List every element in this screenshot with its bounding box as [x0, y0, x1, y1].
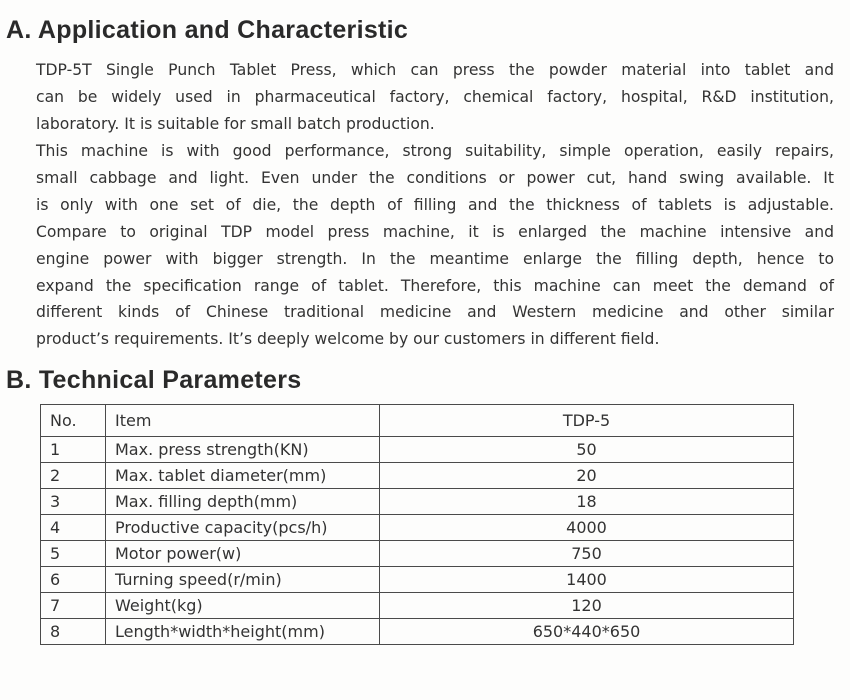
- header-model: TDP-5: [380, 405, 794, 437]
- cell-no: 8: [41, 619, 106, 645]
- table-row: [41, 567, 794, 593]
- text-line: This machine is with good performance, strong suitability, simple operation, easily repairs,: [36, 142, 834, 160]
- cell-no: 1: [41, 437, 106, 463]
- cell-value: 1400: [380, 567, 794, 593]
- section-a-heading: A. Application and Characteristic: [6, 16, 409, 44]
- text-line: Compare to original TDP model press machine, it is enlarged the machine intensive and: [36, 222, 834, 241]
- technical-parameters-table: [40, 404, 794, 645]
- cell-no: 7: [41, 593, 106, 619]
- cell-no: 3: [41, 489, 106, 515]
- cell-item: Length*width*height(mm): [106, 619, 380, 645]
- text-line: expand the specification range of tablet. Therefore, this machine can meet the demand of: [36, 276, 834, 295]
- header-no: No.: [41, 405, 106, 437]
- cell-item: Max. tablet diameter(mm): [106, 463, 380, 489]
- cell-item: Productive capacity(pcs/h): [106, 515, 380, 541]
- text-line: TDP-5T Single Punch Tablet Press, which can press the powder material into tablet and: [36, 61, 834, 79]
- table-row: [41, 619, 794, 645]
- text-line: is only with one set of die, the depth of filling and the thickness of tablets is adjustable.: [36, 195, 834, 214]
- cell-value: 4000: [380, 515, 794, 541]
- text-line: engine power with bigger strength. In the meantime enlarge the filling depth, hence to: [36, 249, 834, 268]
- table-header-row: [41, 405, 794, 437]
- cell-value: 650*440*650: [380, 619, 794, 645]
- text-line: small cabbage and light. Even under the conditions or power cut, hand swing available. It: [36, 168, 834, 187]
- cell-item: Max. filling depth(mm): [106, 489, 380, 515]
- cell-value: 18: [380, 489, 794, 515]
- table-row: [41, 489, 794, 515]
- table-row: [41, 593, 794, 619]
- cell-item: Max. press strength(KN): [106, 437, 380, 463]
- table-row: [41, 463, 794, 489]
- cell-item: Turning speed(r/min): [106, 567, 380, 593]
- cell-item: Motor power(w): [106, 541, 380, 567]
- characteristic-paragraph: [36, 138, 834, 353]
- text-line: product’s requirements. It’s deeply welcome by our customers in different field.: [36, 330, 660, 349]
- text-line: different kinds of Chinese traditional medicine and Western medicine and other similar: [36, 303, 834, 322]
- text-line: can be widely used in pharmaceutical factory, chemical factory, hospital, R&D institution,: [36, 87, 834, 106]
- table-row: [41, 541, 794, 567]
- cell-no: 4: [41, 515, 106, 541]
- cell-value: 50: [380, 437, 794, 463]
- cell-value: 20: [380, 463, 794, 489]
- header-item: Item: [106, 405, 380, 437]
- table-row: [41, 437, 794, 463]
- cell-item: Weight(kg): [106, 593, 380, 619]
- table-row: [41, 515, 794, 541]
- application-paragraph: [36, 57, 834, 138]
- section-b-heading: B. Technical Parameters: [6, 366, 302, 394]
- cell-no: 5: [41, 541, 106, 567]
- text-line: laboratory. It is suitable for small batch production.: [36, 114, 435, 133]
- cell-no: 6: [41, 567, 106, 593]
- cell-value: 120: [380, 593, 794, 619]
- cell-value: 750: [380, 541, 794, 567]
- cell-no: 2: [41, 463, 106, 489]
